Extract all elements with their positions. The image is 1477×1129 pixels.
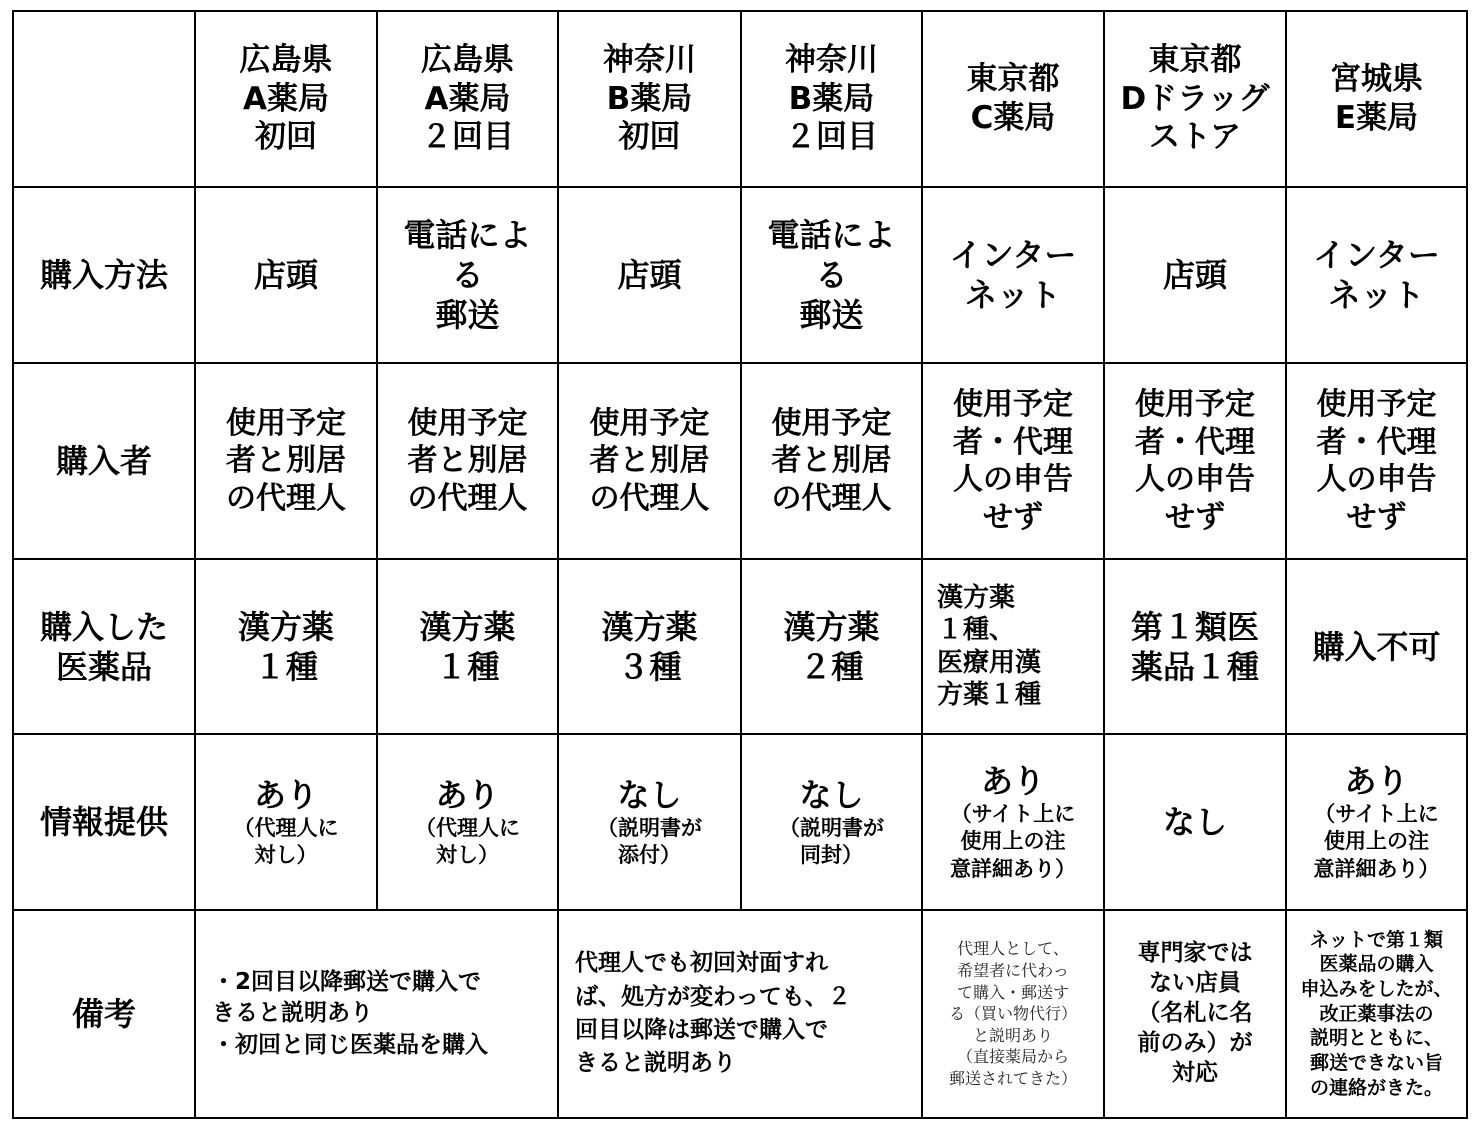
table-cell (558, 734, 741, 910)
column-header-hiroshima-first: 広島県 A薬局 初回 (195, 11, 377, 187)
table-cell (377, 734, 558, 910)
table-cell (1286, 734, 1467, 910)
table-cell: 漢方薬 ３種 (558, 559, 741, 734)
info-detail: （代理人に 対し） (233, 815, 339, 867)
remarks-tokyo-d: 専門家では ない店員 （名札に名 前のみ）が 対応 (1104, 910, 1286, 1118)
table-row (13, 559, 1467, 734)
remarks-tokyo-c: 代理人として、 希望者に代わっ て購入・郵送す る（買い物代行） と説明あり （直接薬局から 郵送されてきた） (922, 910, 1104, 1118)
info-detail: （説明書が 添付） (597, 815, 702, 867)
table-row (13, 734, 1467, 910)
column-header-hiroshima-second: 広島県 A薬局 ２回目 (377, 11, 558, 187)
row-label-purchaser: 購入者 (13, 363, 195, 559)
table-cell: 第１類医 薬品１種 (1104, 559, 1286, 734)
comparison-table (12, 10, 1468, 1119)
info-detail: （サイト上に 使用上の注 意詳細あり） (950, 802, 1076, 881)
table-cell: インター ネット (922, 187, 1104, 363)
row-label-method: 購入方法 (13, 187, 195, 363)
table-cell: 使用予定 者・代理 人の申告 せず (1104, 363, 1286, 559)
row-label-remarks: 備考 (13, 910, 195, 1118)
table-row (13, 187, 1467, 363)
table-cell: 購入不可 (1286, 559, 1467, 734)
row-label-drugs: 購入した 医薬品 (13, 559, 195, 734)
corner-cell (13, 11, 195, 187)
column-header-kanagawa-second: 神奈川 B薬局 ２回目 (741, 11, 922, 187)
table-cell (195, 734, 377, 910)
info-detail: （代理人に 対し） (415, 815, 520, 867)
table-cell: 使用予定 者・代理 人の申告 せず (922, 363, 1104, 559)
info-main: あり (253, 775, 318, 814)
remarks-miyagi: ネットで第１類 医薬品の購入 申込みをしたが、 改正薬事法の 説明とともに、 郵送できない旨 の連絡がきた。 (1286, 910, 1467, 1118)
column-header-miyagi-e: 宮城県 E薬局 (1286, 11, 1467, 187)
table-cell: 使用予定 者と別居 の代理人 (377, 363, 558, 559)
info-main: なし (617, 775, 682, 814)
table-cell (922, 734, 1104, 910)
row-label-info: 情報提供 (13, 734, 195, 910)
table-cell: 使用予定 者と別居 の代理人 (558, 363, 741, 559)
table-cell: 漢方薬 ２種 (741, 559, 922, 734)
table-cell: 電話によ る 郵送 (377, 187, 558, 363)
table-cell: 店頭 (558, 187, 741, 363)
table-cell: 店頭 (1104, 187, 1286, 363)
table-cell: 漢方薬 １種、 医療用漢 方薬１種 (922, 559, 1104, 734)
table-cell (1104, 734, 1286, 910)
remarks-kanagawa: 代理人でも初回対面すれ ば、処方が変わっても、２ 回目以降は郵送で購入で きると説明あり (558, 910, 922, 1118)
table-cell: 使用予定 者・代理 人の申告 せず (1286, 363, 1467, 559)
column-header-tokyo-d: 東京都 Dドラッグ ストア (1104, 11, 1286, 187)
info-main: なし (1162, 803, 1227, 841)
column-header-tokyo-c: 東京都 C薬局 (922, 11, 1104, 187)
table-cell (741, 734, 922, 910)
info-detail: （説明書が 同封） (779, 815, 884, 867)
info-main: あり (980, 762, 1045, 801)
table-cell: 店頭 (195, 187, 377, 363)
column-header-kanagawa-first: 神奈川 B薬局 初回 (558, 11, 741, 187)
table-row (13, 910, 1467, 1118)
info-main: あり (1344, 762, 1409, 801)
info-main: なし (799, 775, 864, 814)
table-cell: 使用予定 者と別居 の代理人 (741, 363, 922, 559)
table-row (13, 363, 1467, 559)
table-cell: 漢方薬 １種 (377, 559, 558, 734)
table-cell: インター ネット (1286, 187, 1467, 363)
table-cell: 電話によ る 郵送 (741, 187, 922, 363)
info-main: あり (435, 775, 500, 814)
header-row (13, 11, 1467, 187)
info-detail: （サイト上に 使用上の注 意詳細あり） (1313, 802, 1440, 881)
table-cell: 漢方薬 １種 (195, 559, 377, 734)
remarks-hiroshima: ・2回目以降郵送で購入で きると説明あり ・初回と同じ医薬品を購入 (195, 910, 558, 1118)
table-cell: 使用予定 者と別居 の代理人 (195, 363, 377, 559)
